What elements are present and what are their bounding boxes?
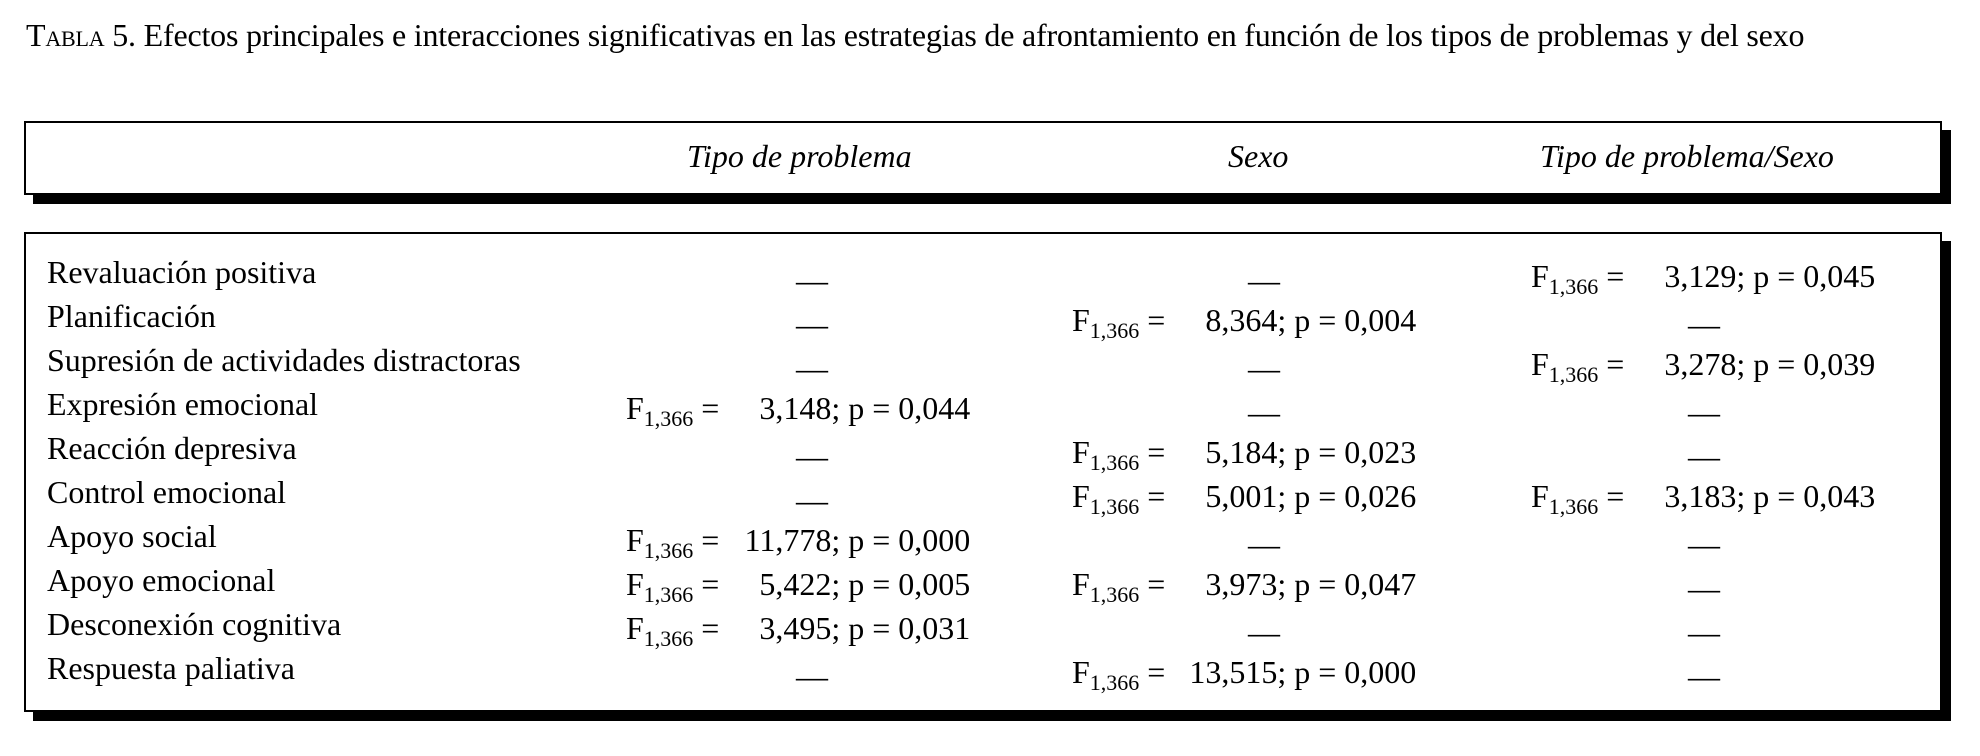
stat-symbol: F: [1072, 434, 1090, 470]
table-caption: [26, 12, 1946, 58]
row-label: Apoyo social: [47, 518, 217, 554]
row-label: Desconexión cognitiva: [47, 606, 342, 642]
table-caption-text: . Efectos principales e interacciones significativas en las estrategias de afrontamiento en función de los tipos de problemas y del sexo: [128, 17, 1805, 53]
stat-tipo-8: [626, 608, 971, 651]
stat-symbol: F: [626, 390, 644, 426]
stat-f-value: 3,495: [759, 610, 832, 646]
stat-tipo-6: [626, 520, 971, 563]
empty-cell-sexo-2: —: [1248, 350, 1280, 386]
column-header-interaccion: Tipo de problema/Sexo: [1540, 138, 1834, 174]
stat-p-value: ; p = 0,026: [1277, 478, 1417, 514]
stat-symbol: F: [1072, 566, 1090, 602]
empty-cell-sexo-8: —: [1248, 614, 1280, 650]
empty-cell-inter-7: —: [1688, 570, 1720, 606]
row-label: Revaluación positiva: [47, 254, 317, 290]
empty-cell-tipo-1: —: [796, 306, 828, 342]
stat-p-value: ; p = 0,045: [1736, 258, 1876, 294]
stat-inter-5: [1531, 476, 1876, 519]
stat-f-value: 5,001: [1205, 478, 1278, 514]
stat-equals: =: [1139, 302, 1166, 338]
stat-equals: =: [693, 390, 720, 426]
stat-sexo-7: [1072, 564, 1417, 607]
stat-symbol: F: [1531, 258, 1549, 294]
stat-p-value: ; p = 0,004: [1277, 302, 1417, 338]
table-body: [24, 232, 1942, 712]
stat-symbol: F: [626, 566, 644, 602]
table-number: Tabla 5: [26, 17, 129, 53]
stat-degrees-of-freedom: 1,366: [1089, 450, 1140, 475]
empty-cell-inter-8: —: [1688, 614, 1720, 650]
stat-degrees-of-freedom: 1,366: [1548, 274, 1599, 299]
stat-equals: =: [1598, 346, 1625, 382]
row-label: Apoyo emocional: [47, 562, 276, 598]
stat-equals: =: [1598, 478, 1625, 514]
stat-f-value: 11,778: [744, 522, 832, 558]
stat-equals: =: [693, 610, 720, 646]
empty-cell-tipo-9: —: [796, 658, 828, 694]
stat-f-value: 5,184: [1205, 434, 1278, 470]
stat-f-value: 3,278: [1664, 346, 1737, 382]
empty-cell-tipo-4: —: [796, 438, 828, 474]
stat-sexo-4: [1072, 432, 1417, 475]
empty-cell-inter-1: —: [1688, 306, 1720, 342]
empty-cell-inter-9: —: [1688, 658, 1720, 694]
stat-sexo-9: [1072, 652, 1417, 695]
stat-p-value: ; p = 0,000: [831, 522, 971, 558]
empty-cell-tipo-5: —: [796, 482, 828, 518]
empty-cell-sexo-0: —: [1248, 262, 1280, 298]
stat-degrees-of-freedom: 1,366: [1089, 582, 1140, 607]
stat-f-value: 3,973: [1205, 566, 1278, 602]
stat-degrees-of-freedom: 1,366: [1548, 494, 1599, 519]
stat-tipo-7: [626, 564, 971, 607]
stat-degrees-of-freedom: 1,366: [643, 406, 694, 431]
stat-p-value: ; p = 0,039: [1736, 346, 1876, 382]
stat-p-value: ; p = 0,000: [1277, 654, 1417, 690]
stat-tipo-3: [626, 388, 971, 431]
stat-equals: =: [693, 522, 720, 558]
stat-symbol: F: [1072, 302, 1090, 338]
empty-cell-inter-6: —: [1688, 526, 1720, 562]
stat-equals: =: [1139, 654, 1166, 690]
stat-degrees-of-freedom: 1,366: [643, 626, 694, 651]
stat-p-value: ; p = 0,023: [1277, 434, 1417, 470]
empty-cell-inter-4: —: [1688, 438, 1720, 474]
stat-p-value: ; p = 0,043: [1736, 478, 1876, 514]
stat-f-value: 3,129: [1664, 258, 1737, 294]
stat-p-value: ; p = 0,005: [831, 566, 971, 602]
stat-f-value: 3,148: [759, 390, 832, 426]
stat-symbol: F: [626, 610, 644, 646]
row-label: Planificación: [47, 298, 216, 334]
column-header-sexo: Sexo: [1228, 138, 1289, 174]
stat-f-value: 3,183: [1664, 478, 1737, 514]
empty-cell-tipo-0: —: [796, 262, 828, 298]
stat-p-value: ; p = 0,031: [831, 610, 971, 646]
empty-cell-inter-3: —: [1688, 394, 1720, 430]
empty-cell-sexo-6: —: [1248, 526, 1280, 562]
stat-symbol: F: [626, 522, 644, 558]
column-header-tipo: Tipo de problema: [687, 138, 912, 174]
stat-degrees-of-freedom: 1,366: [643, 582, 694, 607]
row-label: Control emocional: [47, 474, 287, 510]
row-label: Supresión de actividades distractoras: [47, 342, 521, 378]
stat-symbol: F: [1531, 346, 1549, 382]
stat-equals: =: [1139, 434, 1166, 470]
stat-symbol: F: [1072, 654, 1090, 690]
stat-f-value: 13,515: [1189, 654, 1278, 690]
stat-f-value: 5,422: [759, 566, 832, 602]
row-label: Respuesta paliativa: [47, 650, 295, 686]
stat-sexo-1: [1072, 300, 1417, 343]
stat-degrees-of-freedom: 1,366: [1089, 670, 1140, 695]
stat-degrees-of-freedom: 1,366: [1089, 494, 1140, 519]
stat-equals: =: [1139, 566, 1166, 602]
row-label: Reacción depresiva: [47, 430, 297, 466]
stat-sexo-5: [1072, 476, 1417, 519]
stat-symbol: F: [1072, 478, 1090, 514]
table-header: [24, 121, 1942, 195]
row-label: Expresión emocional: [47, 386, 319, 422]
stat-f-value: 8,364: [1205, 302, 1278, 338]
stat-degrees-of-freedom: 1,366: [1548, 362, 1599, 387]
stat-p-value: ; p = 0,047: [1277, 566, 1417, 602]
stat-equals: =: [1598, 258, 1625, 294]
stat-symbol: F: [1531, 478, 1549, 514]
empty-cell-tipo-2: —: [796, 350, 828, 386]
stat-equals: =: [693, 566, 720, 602]
stat-equals: =: [1139, 478, 1166, 514]
empty-cell-sexo-3: —: [1248, 394, 1280, 430]
stat-degrees-of-freedom: 1,366: [643, 538, 694, 563]
stat-p-value: ; p = 0,044: [831, 390, 971, 426]
stat-degrees-of-freedom: 1,366: [1089, 318, 1140, 343]
stat-inter-0: [1531, 256, 1876, 299]
stat-inter-2: [1531, 344, 1876, 387]
